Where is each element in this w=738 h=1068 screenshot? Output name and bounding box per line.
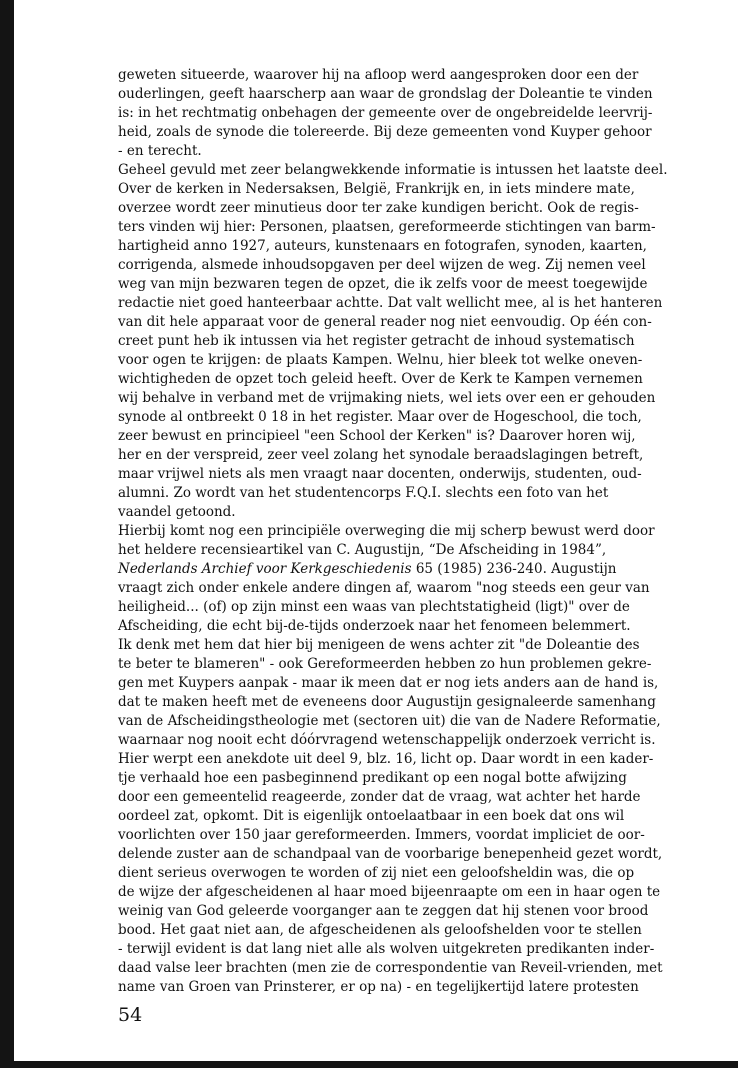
text-line: voorlichten over 150 jaar gereformeerden. Immers, voordat impliciet de oor- xyxy=(118,827,645,843)
text-line: ouderlingen, geeft haarscherp aan waar de grondslag der Doleantie te vinden xyxy=(118,86,653,102)
text-line: van dit hele apparaat voor de general reader nog niet eenvoudig. Op één con- xyxy=(118,314,652,330)
text-line: van de Afscheidingstheologie met (sectoren uit) die van de Nadere Reformatie, xyxy=(118,713,661,729)
text-line: alumni. Zo wordt van het studentencorps F.Q.I. slechts een foto van het xyxy=(118,485,609,501)
text-line: delende zuster aan de schandpaal van de voorbarige benepenheid gezet wordt, xyxy=(118,846,663,862)
text-line: - terwijl evident is dat lang niet alle als wolven uitgekreten predikanten inder- xyxy=(118,941,655,957)
text-line: creet punt heb ik intussen via het register getracht de inhoud systematisch xyxy=(118,333,635,349)
text-line: het heldere recensieartikel van C. Augustijn, “De Afscheiding in 1984”, xyxy=(118,542,607,558)
text-line: Geheel gevuld met zeer belangwekkende informatie is intussen het laatste deel. xyxy=(118,162,668,178)
text-line: oordeel zat, opkomt. Dit is eigenlijk ontoelaatbaar in een boek dat ons wil xyxy=(118,808,625,824)
text-line: wij behalve in verband met de vrijmaking niets, wel iets over een er gehouden xyxy=(118,390,656,406)
scan-edge-bottom xyxy=(0,1061,738,1068)
text-line: gen met Kuypers aanpak - maar ik meen dat er nog iets anders aan de hand is, xyxy=(118,675,659,691)
text-line: her en der verspreid, zeer veel zolang het synodale beraadslagingen betreft, xyxy=(118,447,644,463)
journal-citation xyxy=(118,560,616,579)
text-line: vraagt zich onder enkele andere dingen af, waarom "nog steeds een geur van xyxy=(118,580,650,596)
text-line: dient serieus overwogen te worden of zij niet een geloofsheldin was, die op xyxy=(118,865,635,881)
text-line: is: in het rechtmatig onbehagen der gemeente over de ongebreidelde leervrij- xyxy=(118,105,653,121)
text-line: dat te maken heeft met de eveneens door Augustijn gesignaleerde samenhang xyxy=(118,694,656,710)
text-line: weg van mijn bezwaren tegen de opzet, die ik zelfs voor de meest toegewijde xyxy=(118,276,648,292)
text-line: weinig van God geleerde voorganger aan te zeggen dat hij stenen voor brood xyxy=(118,903,649,919)
text-line: de wijze der afgescheidenen al haar moed bijeenraapte om een in haar ogen te xyxy=(118,884,661,900)
page-number: 54 xyxy=(118,1004,143,1026)
scan-edge-left xyxy=(0,0,14,1068)
text-line: vaandel getoond. xyxy=(118,504,236,520)
text-line: tje verhaald hoe een pasbeginnend predikant op een nogal botte afwijzing xyxy=(118,770,627,786)
text-line: daad valse leer brachten (men zie de correspondentie van Reveil-vrienden, met xyxy=(118,960,663,976)
text-line: redactie niet goed hanteerbaar achtte. Dat valt wellicht mee, al is het hanteren xyxy=(118,295,663,311)
text-line: Hier werpt een anekdote uit deel 9, blz. 16, licht op. Daar wordt in een kader- xyxy=(118,751,654,767)
text-line: bood. Het gaat niet aan, de afgescheidenen als geloofshelden voor te stellen xyxy=(118,922,642,938)
text-line: maar vrijwel niets als men vraagt naar docenten, onderwijs, studenten, oud- xyxy=(118,466,642,482)
text-line: wichtigheden de opzet toch geleid heeft. Over de Kerk te Kampen vernemen xyxy=(118,371,643,387)
text-line: Hierbij komt nog een principiële overweging die mij scherp bewust werd door xyxy=(118,523,655,539)
text-line: te beter te blameren" - ook Gereformeerden hebben zo hun problemen gekre- xyxy=(118,656,652,672)
text-line: Ik denk met hem dat hier bij menigeen de wens achter zit "de Doleantie des xyxy=(118,637,640,653)
text-line-journal xyxy=(118,560,708,579)
text-line: synode al ontbreekt 0 18 in het register. Maar over de Hogeschool, die toch, xyxy=(118,409,642,425)
text-line: waarnaar nog nooit echt dóórvragend wetenschappelijk onderzoek verricht is. xyxy=(118,732,656,748)
text-line: Afscheiding, die echt bij-de-tijds onderzoek naar het fenomeen belemmert. xyxy=(118,618,631,634)
text-line: corrigenda, alsmede inhoudsopgaven per deel wijzen de weg. Zij nemen veel xyxy=(118,257,646,273)
journal-rest: 65 (1985) 236-240. Augustijn xyxy=(411,561,617,577)
text-line: - en terecht. xyxy=(118,143,202,159)
journal-title: Nederlands Archief voor Kerkgeschiedenis xyxy=(118,561,412,577)
text-line: zeer bewust en principieel "een School der Kerken" is? Daarover horen wij, xyxy=(118,428,636,444)
text-line: heiligheid... (of) op zijn minst een waas van plechtstatigheid (ligt)" over de xyxy=(118,599,630,615)
text-line: overzee wordt zeer minutieus door ter zake kundigen bericht. Ook de regis- xyxy=(118,200,639,216)
text-line: geweten situeerde, waarover hij na afloop werd aangesproken door een der xyxy=(118,67,639,83)
text-line: ters vinden wij hier: Personen, plaatsen, gereformeerde stichtingen van barm- xyxy=(118,219,656,235)
text-line: hartigheid anno 1927, auteurs, kunstenaars en fotografen, synoden, kaarten, xyxy=(118,238,647,254)
text-line: voor ogen te krijgen: de plaats Kampen. Welnu, hier bleek tot welke oneven- xyxy=(118,352,643,368)
text-line: door een gemeentelid reageerde, zonder dat de vraag, wat achter het harde xyxy=(118,789,641,805)
page-body-text xyxy=(118,66,708,997)
text-line: Over de kerken in Nedersaksen, België, Frankrijk en, in iets mindere mate, xyxy=(118,181,635,197)
text-line: heid, zoals de synode die tolereerde. Bij deze gemeenten vond Kuyper gehoor xyxy=(118,124,652,140)
text-line: name van Groen van Prinsterer, er op na) - en tegelijkertijd latere protesten xyxy=(118,979,639,995)
